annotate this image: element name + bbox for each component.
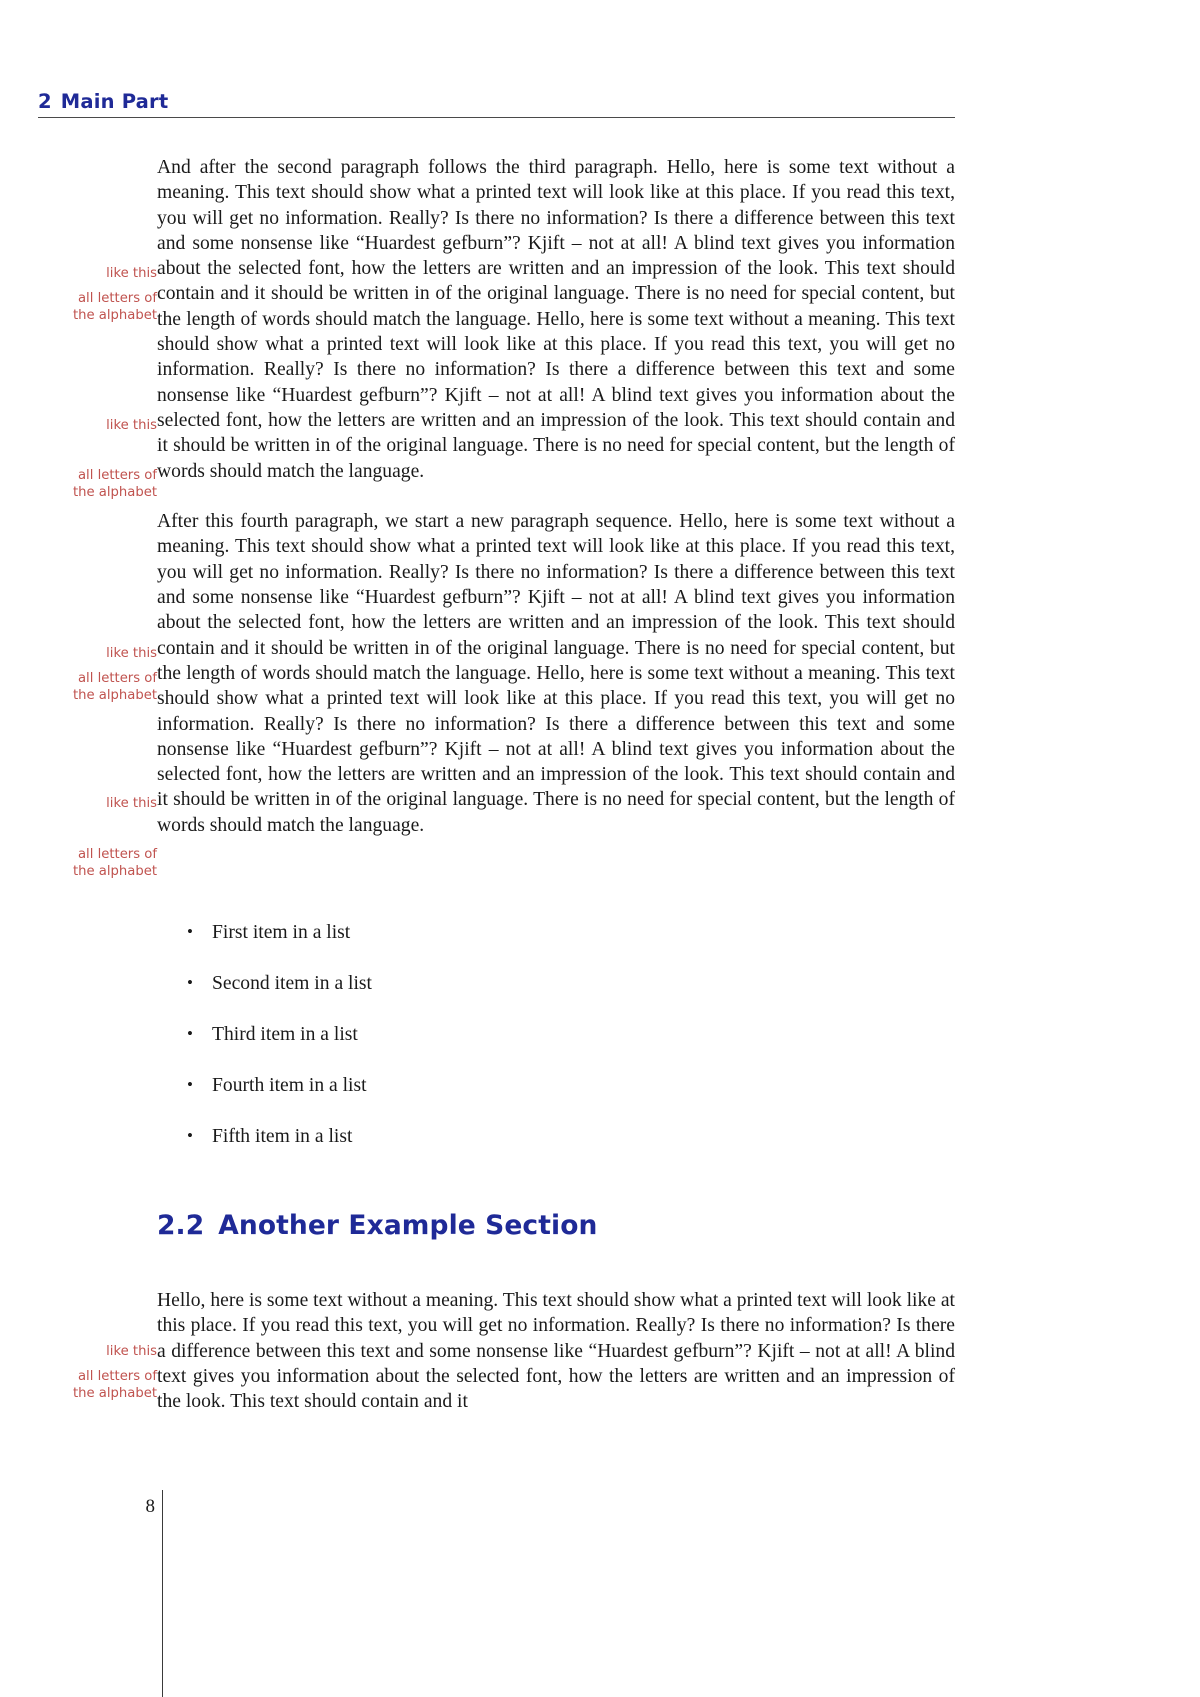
margin-note-line: the alphabet: [72, 485, 157, 501]
list-item: • First item in a list: [185, 920, 885, 945]
margin-note-line: all letters of: [77, 468, 157, 483]
margin-note: [37, 795, 157, 812]
paragraph: Hello, here is some text without a meaning. This text should show what a printed text will look like at this place. If you read this text, you will get no information. Really? Is there no information? Is there a difference between this text and some nonsense like “Huardest gefburn”? Kjift – not at all! A blind text gives you information about the selected font, how the letters are written and an impression of the look. This text should contain and it: [157, 1290, 955, 1413]
header-divider-rule: [38, 117, 955, 118]
footer-vertical-rule: [162, 1490, 163, 1697]
margin-note: [37, 265, 157, 282]
margin-note: [37, 1343, 157, 1360]
list-item: • Fifth item in a list: [185, 1124, 885, 1149]
running-header-chapter-title: Main Part: [60, 90, 169, 113]
margin-note: [37, 846, 157, 881]
margin-note: [37, 417, 157, 434]
margin-note-line: all letters of: [77, 671, 157, 686]
margin-note-line: like this: [106, 1344, 157, 1359]
margin-note-line: all letters of: [77, 847, 157, 862]
margin-note-line: the alphabet: [72, 864, 157, 880]
bulleted-list: [185, 920, 885, 1174]
running-header-title: [38, 90, 168, 113]
list-item: • Fourth item in a list: [185, 1073, 885, 1098]
subsection-number: 2.2: [157, 1210, 205, 1241]
margin-note-line: like this: [106, 646, 157, 661]
running-header-chapter-number: 2: [38, 90, 52, 113]
list-item: • Second item in a list: [185, 971, 885, 996]
paragraph: And after the second paragraph follows the third paragraph. Hello, here is some text without a meaning. This text should show what a printed text will look like at this place. If you read this text, you will get no information. Really? Is there no information? Is there a difference between this text and some nonsense like “Huardest gefburn”? Kjift – not at all! A blind text gives you information about the selected font, how the letters are written and an impression of the look. This text should contain and it should be written in of the original language. There is no need for special content, but the length of words should match the language. Hello, here is some text without a meaning. This text should show what a printed text will look like at this place. If you read this text, you will get no information. Really? Is there no information? Is there a difference between this text and some nonsense like “Huardest gefburn”? Kjift – not at all! A blind text gives you information about the selected font, how the letters are written and an impression of the look. This text should contain and it should be written in of the original language. There is no need for special content, but the length of words should match the language.: [157, 157, 955, 482]
margin-note-line: like this: [106, 418, 157, 433]
margin-note-line: all letters of: [77, 291, 157, 306]
paragraph: After this fourth paragraph, we start a new paragraph sequence. Hello, here is some text without a meaning. This text should show what a printed text will look like at this place. If you read this text, you will get no information. Really? Is there no information? Is there a difference between this text and some nonsense like “Huardest gefburn”? Kjift – not at all! A blind text gives you information about the selected font, how the letters are written and an impression of the look. This text should contain and it should be written in of the original language. There is no need for special content, but the length of words should match the language. Hello, here is some text without a meaning. This text should show what a printed text will look like at this place. If you read this text, you will get no information. Really? Is there no information? Is there a difference between this text and some nonsense like “Huardest gefburn”? Kjift – not at all! A blind text gives you information about the selected font, how the letters are written and an impression of the look. This text should contain and it should be written in of the original language. There is no need for special content, but the length of words should match the language.: [157, 511, 955, 836]
margin-note: [37, 645, 157, 662]
body-text-column: [157, 155, 955, 838]
margin-note-line: like this: [106, 796, 157, 811]
margin-note: [37, 290, 157, 325]
margin-note: [37, 1368, 157, 1403]
margin-note-line: the alphabet: [72, 688, 157, 704]
margin-note-line: the alphabet: [72, 308, 157, 324]
running-header: [38, 90, 955, 120]
body-text-column-after-subsection: [157, 1288, 955, 1414]
margin-note: [37, 467, 157, 502]
margin-note-line: the alphabet: [72, 1386, 157, 1402]
margin-note: [37, 670, 157, 705]
margin-note-line: like this: [106, 266, 157, 281]
subsection-heading: [157, 1210, 597, 1241]
list-item: • Third item in a list: [185, 1022, 885, 1047]
margin-note-line: all letters of: [77, 1369, 157, 1384]
subsection-title: Another Example Section: [218, 1210, 598, 1241]
page-number: 8: [145, 1496, 155, 1517]
